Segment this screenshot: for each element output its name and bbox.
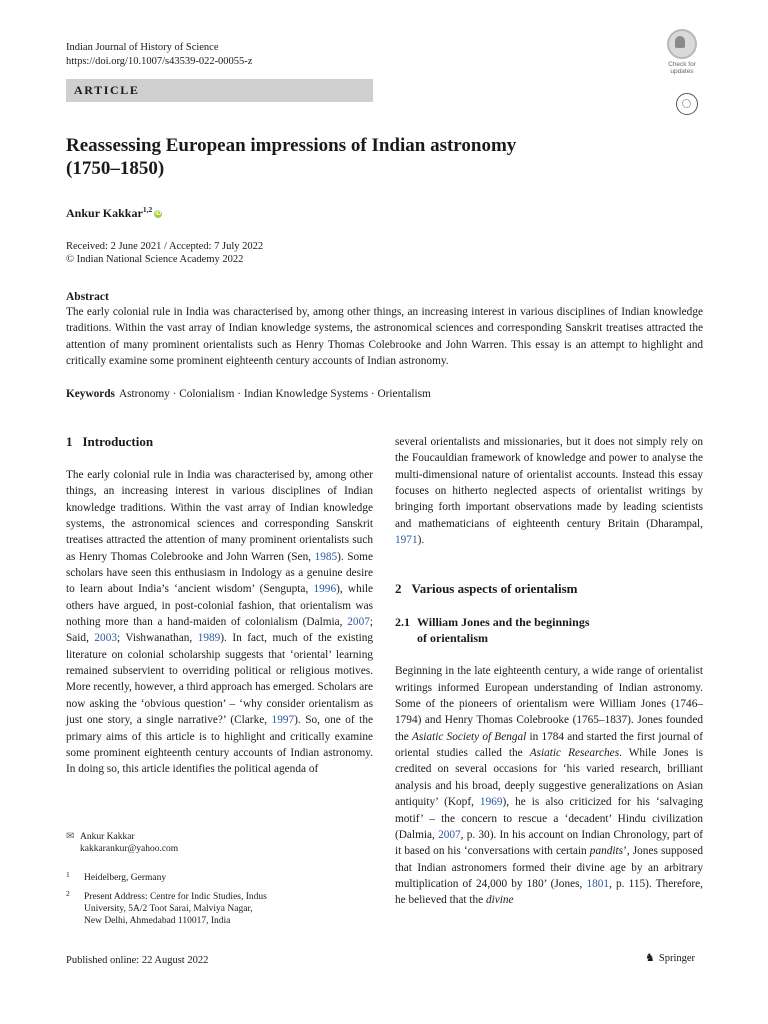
doi-link[interactable]: https://doi.org/10.1007/s43539-022-00055-z <box>66 56 253 67</box>
paragraph-text: ). <box>417 534 425 547</box>
citation-link[interactable]: 1801 <box>586 877 610 890</box>
orcid-icon[interactable]: iD <box>155 211 162 217</box>
abstract-text: The early colonial rule in India was characterised by, among other things, an increasing interest in various disciplines of Indian knowledge traditions. Within the vast array of Indian knowledge systems, the astronomical sciences and corresponding Sanskrit treatises attracted the attention of many prominent orientalists such as Henry Thomas Colebrooke and John Warren. This essay is an attempt to highlight and critically examine some prominent eighteenth century accounts of Indian astronomy. <box>66 306 703 368</box>
right-column <box>395 434 703 909</box>
citation-link[interactable]: 2007 <box>347 616 370 629</box>
intro-paragraph <box>66 467 373 778</box>
paragraph-text: . While Jones is credited on several occasions for ‘his varied research, brilliant analysis and his broad, deeply suggestive generalizations on Asian antiquity’ (Kopf, <box>395 747 703 809</box>
author-contact <box>66 831 366 855</box>
section-2-title: Various aspects of orientalism <box>411 581 578 597</box>
footnote-2-number: 2 <box>66 889 70 898</box>
keywords-line <box>66 387 703 401</box>
left-column <box>66 434 373 778</box>
citation-link[interactable]: 2007 <box>438 828 461 841</box>
citation-link[interactable]: 1969 <box>479 796 503 809</box>
paragraph-text: , p. 115). Therefore, he believed that the <box>395 877 703 907</box>
paragraph-text: The early colonial rule in India was characterised by, among other things, an increasing interest in various disciplines of Indian knowledge traditions. Within the vast array of Indian knowledge systems, the astronomical sciences and corresponding Sanskrit treatises attracted the attention of many prominent orientalists such as Henry Thomas Colebrooke and John Warren (Sen, <box>66 469 373 563</box>
section-1-number: 1 <box>66 434 73 449</box>
citation-link[interactable]: 1997 <box>271 714 295 727</box>
check-label-line1: Check for <box>668 61 696 68</box>
paragraph-text: ). Some scholars have seen this enthusiasm in Indology as a genuine desire to learn about India’s ‘ancient wisdom’ (Sengupta, <box>66 550 373 596</box>
italic-text: Asiatic Society of Bengal <box>411 730 527 743</box>
section-1-title: Introduction <box>82 434 154 449</box>
article-title <box>66 134 626 180</box>
paragraph-text: in 1784 and started the first journal of oriental studies called the <box>395 730 703 760</box>
italic-text: Asiatic Researches <box>529 747 620 760</box>
section-2-1-paragraph <box>395 663 703 908</box>
check-for-updates-badge[interactable] <box>660 29 704 73</box>
check-label-line2: updates <box>670 68 694 75</box>
intro-paragraph-continued <box>395 434 703 548</box>
footnote-1-number: 1 <box>66 870 70 879</box>
paragraph-text: Beginning in the late eighteenth century, a wide range of orientalist writings informed European understanding of Indian astronomy. Some of the pioneers of orientalism were William Jones (1746–1794) and Henry Thomas Colebrooke (1765–1837). Jones founded the <box>395 665 703 743</box>
copyright-line: © Indian National Science Academy 2022 <box>66 254 244 265</box>
keywords-label: Keywords <box>66 388 115 400</box>
subsection-2-1-title-line1: William Jones and the beginnings <box>417 615 590 630</box>
title-line-2: (1750–1850) <box>66 158 165 179</box>
footnote-1-text: Heidelberg, Germany <box>84 873 167 883</box>
section-2-number: 2 <box>395 581 402 597</box>
contact-email[interactable]: kakkarankur@yahoo.com <box>80 844 179 854</box>
section-2-heading <box>395 581 703 597</box>
footnote-1 <box>66 869 366 884</box>
paragraph-text: ), while others have argued, in post-colonial fashion, that orientalism was nothing more than a hand-maiden of colonialism (Dalmia, <box>66 583 374 629</box>
citation-link[interactable]: 1985 <box>314 550 338 563</box>
abstract-heading: Abstract <box>66 291 109 303</box>
title-line-1: Reassessing European impressions of Indian astronomy <box>66 135 517 156</box>
envelope-icon: ✉ <box>66 831 75 842</box>
footnote-2-line1: Present Address: Centre for Indic Studies, Indus <box>84 892 267 902</box>
paragraph-text: ), he is also criticized for his ‘salvaging motif’ – the concern to rescue a ‘decadent’ Hindu civilization (Dalmia, <box>395 796 704 841</box>
publisher-mark[interactable] <box>645 952 695 965</box>
paragraph-text: ; Vishwanathan, <box>117 632 198 645</box>
contact-name: Ankur Kakkar <box>80 832 135 842</box>
italic-text: pandits <box>589 845 624 858</box>
academy-seal-icon <box>676 93 698 115</box>
italic-text: divine <box>485 894 514 907</box>
footnote-2-line3: New Delhi, Ahmedabad 110017, India <box>84 916 231 926</box>
paragraph-text: ’, Jones supposed that Indian astronomers formed their divine age by an arbitrary multiplication of 24,000 by 180’ (Jones, <box>395 845 703 890</box>
author-affiliation-marks[interactable]: 1,2 <box>142 205 153 214</box>
paragraph-text: ; Said, <box>66 616 373 645</box>
paragraph-text: , p. 30). In his account on Indian Chronology, part of it based on his ‘conversations with certain <box>395 828 703 858</box>
springer-horse-icon: ♞ <box>645 952 655 964</box>
author-line <box>66 203 162 220</box>
citation-link[interactable]: 2003 <box>94 632 117 645</box>
keywords-list: Astronomy · Colonialism · Indian Knowledge Systems · Orientalism <box>118 388 431 400</box>
author-name[interactable]: Ankur Kakkar <box>66 206 143 220</box>
published-online-date: Published online: 22 August 2022 <box>66 955 209 966</box>
footnote-2-line2: University, 5A/2 Toot Sarai, Malviya Nagar, <box>84 904 253 914</box>
journal-name: Indian Journal of History of Science <box>66 42 219 53</box>
subsection-2-1-heading <box>395 614 703 646</box>
paragraph-text: ). In fact, much of the existing literature on colonial scholarship suggests that ‘oriental’ learning remained subservient to overriding political or religious motives. More recently, however, a third approach has emerged. Scholars are now asking the ‘obvious question’ – ‘why consider orientalism as just one story, a single narrative?’ (Clarke, <box>66 632 374 727</box>
citation-link[interactable]: 1971 <box>395 534 418 547</box>
footnote-2 <box>66 888 366 927</box>
paragraph-text: ). So, one of the primary aims of this article is to highlight and critically examine some prominent eighteenth century accounts of Indian astronomy. In doing so, this article identifies the political agenda of <box>66 714 373 776</box>
section-1-heading <box>66 434 373 450</box>
subsection-2-1-title-line2: of orientalism <box>417 631 488 646</box>
publisher-name: Springer <box>658 953 696 964</box>
citation-link[interactable]: 1989 <box>197 632 221 645</box>
article-type-bar: ARTICLE <box>66 79 373 102</box>
citation-link[interactable]: 1996 <box>313 583 337 596</box>
received-accepted-dates: Received: 2 June 2021 / Accepted: 7 July 2022 <box>66 241 264 252</box>
subsection-2-1-number: 2.1 <box>395 615 410 630</box>
paragraph-text: several orientalists and missionaries, but it does not simply rely on the Foucauldian framework of knowledge and power to analyse the multi-dimensional nature of orientalist accounts. Instead this essay focuses on hitherto neglected aspects of orientalist writings by bringing forth important observations made by leading scientists and mathematicians of eighteenth century Britain (Dharampal, <box>395 436 703 530</box>
bookmark-icon <box>667 29 697 59</box>
